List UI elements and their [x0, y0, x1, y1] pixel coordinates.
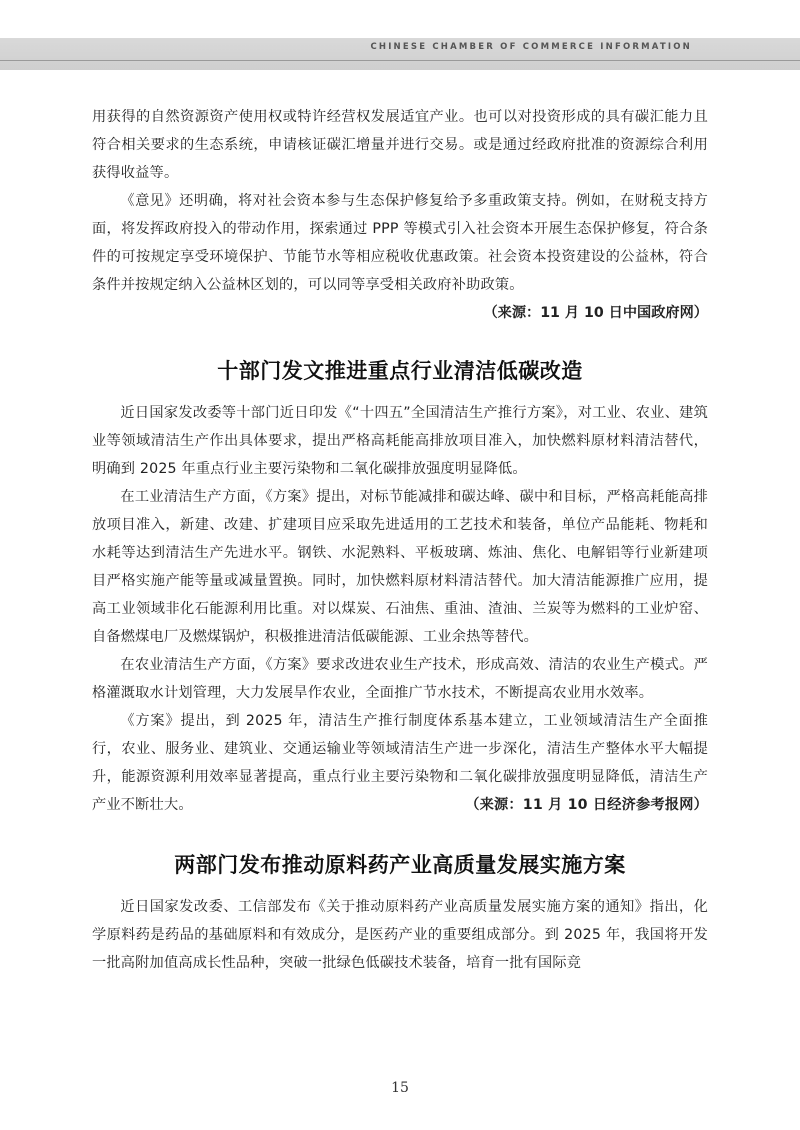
header-rule [0, 60, 800, 61]
article3-paragraph-1: 近日国家发改委、工信部发布《关于推动原料药产业高质量发展实施方案的通知》指出，化学原料药是药品的基础原料和有效成分，是医药产业的重要组成部分。到 2025 年，我国将开发一批高附加值高成长性品种，突破一批绿色低碳技术装备，培育一批有国际竞 [92, 899, 708, 971]
article2-source: （来源：11 月 10 日经济参考报网） [465, 797, 708, 813]
article2-paragraph-4 [92, 707, 708, 819]
article2-paragraph-4-text: 《方案》提出，到 2025 年，清洁生产推行制度体系基本建立，工业领域清洁生产全面推行，农业、服务业、建筑业、交通运输业等领域清洁生产进一步深化，清洁生产整体水平大幅提升，能源资源利用效率显著提高，重点行业主要污染物和二氧化碳排放强度明显降低，清洁生产产业不断壮大。 [92, 713, 708, 813]
article2-paragraph-2: 在工业清洁生产方面，《方案》提出，对标节能减排和碳达峰、碳中和目标，严格高耗能高排放项目准入，新建、改建、扩建项目应采取先进适用的工艺技术和装备，单位产品能耗、物耗和水耗等达到清洁生产先进水平。钢铁、水泥熟料、平板玻璃、炼油、焦化、电解铝等行业新建项目严格实施产能等量或减量置换。同时，加快燃料原材料清洁替代。加大清洁能源推广应用，提高工业领域非化石能源利用比重。对以煤炭、石油焦、重油、渣油、兰炭等为燃料的工业炉窑、自备燃煤电厂及燃煤锅炉，积极推进清洁低碳能源、工业余热等替代。 [92, 489, 708, 645]
article1-paragraph-1: 用获得的自然资源资产使用权或特许经营权发展适宜产业。也可以对投资形成的具有碳汇能力且符合相关要求的生态系统，申请核证碳汇增量并进行交易。或是通过经政府批准的资源综合利用获得收益等。 [92, 109, 708, 181]
article3-title: 两部门发布推动原料药产业高质量发展实施方案 [174, 853, 626, 877]
page-content [92, 103, 708, 977]
article2-paragraph-1: 近日国家发改委等十部门近日印发《“十四五”全国清洁生产推行方案》，对工业、农业、建筑业等领域清洁生产作出具体要求，提出严格高耗能高排放项目准入，加快燃料原材料清洁替代，明确到 2025 年重点行业主要污染物和二氧化碳排放强度明显降低。 [92, 405, 708, 477]
article2-paragraph-3: 在农业清洁生产方面，《方案》要求改进农业生产技术，形成高效、清洁的农业生产模式。严格灌溉取水计划管理，大力发展旱作农业，全面推广节水技术，不断提高农业用水效率。 [92, 657, 708, 701]
page-number: 15 [391, 1080, 409, 1096]
article2-title: 十部门发文推进重点行业清洁低碳改造 [217, 359, 583, 383]
article1-paragraph-2: 《意见》还明确，将对社会资本参与生态保护修复给予多重政策支持。例如，在财税支持方面，将发挥政府投入的带动作用，探索通过 PPP 等模式引入社会资本开展生态保护修复，符合条件的可按规定享受环境保护、节能节水等相应税收优惠政策。社会资本投资建设的公益林，符合条件并按规定纳入公益林区划的，可以同等享受相关政府补助政策。 [92, 193, 708, 293]
running-header: CHINESE CHAMBER OF COMMERCE INFORMATION [370, 42, 692, 52]
article1-source: （来源：11 月 10 日中国政府网） [483, 305, 708, 321]
